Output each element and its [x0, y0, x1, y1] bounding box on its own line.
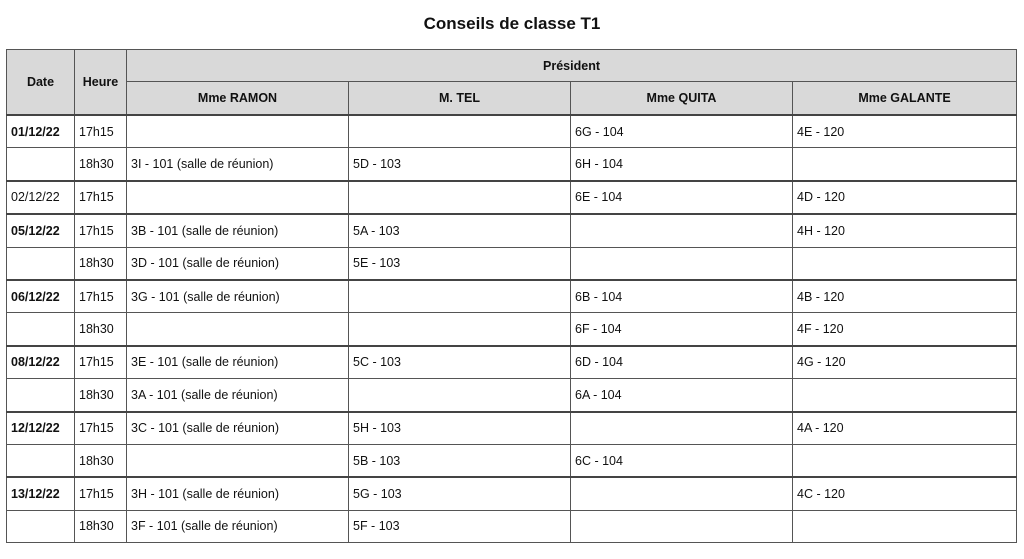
schedule-table	[6, 49, 1017, 543]
class-cell: 5B - 103	[349, 444, 571, 477]
time-cell: 17h15	[75, 477, 127, 510]
date-cell: 12/12/22	[7, 412, 75, 445]
table-row	[7, 510, 1017, 542]
class-cell: 4A - 120	[793, 412, 1017, 445]
class-cell: 5C - 103	[349, 346, 571, 379]
class-cell: 3B - 101 (salle de réunion)	[127, 214, 349, 247]
class-cell: 4D - 120	[793, 181, 1017, 214]
class-cell	[571, 477, 793, 510]
class-cell: 5H - 103	[349, 412, 571, 445]
column-header-president-3: Mme QUITA	[571, 82, 793, 116]
class-cell: 6A - 104	[571, 379, 793, 412]
class-cell: 3E - 101 (salle de réunion)	[127, 346, 349, 379]
date-cell: 01/12/22	[7, 115, 75, 148]
table-row	[7, 214, 1017, 247]
class-cell	[793, 247, 1017, 280]
class-cell	[127, 115, 349, 148]
class-cell: 4C - 120	[793, 477, 1017, 510]
table-row	[7, 444, 1017, 477]
table-row	[7, 313, 1017, 346]
class-cell: 3G - 101 (salle de réunion)	[127, 280, 349, 313]
time-cell: 17h15	[75, 214, 127, 247]
class-cell: 6F - 104	[571, 313, 793, 346]
date-cell: 05/12/22	[7, 214, 75, 247]
class-cell: 3H - 101 (salle de réunion)	[127, 477, 349, 510]
class-cell: 6D - 104	[571, 346, 793, 379]
table-row	[7, 181, 1017, 214]
class-cell	[571, 247, 793, 280]
column-header-president-1: Mme RAMON	[127, 82, 349, 116]
column-header-president: Président	[127, 50, 1017, 82]
class-cell	[127, 181, 349, 214]
class-cell: 5G - 103	[349, 477, 571, 510]
column-header-president-4: Mme GALANTE	[793, 82, 1017, 116]
class-cell: 4F - 120	[793, 313, 1017, 346]
date-cell	[7, 379, 75, 412]
table-row	[7, 280, 1017, 313]
class-cell	[127, 313, 349, 346]
table-row	[7, 477, 1017, 510]
date-cell: 08/12/22	[7, 346, 75, 379]
date-cell: 02/12/22	[7, 181, 75, 214]
class-cell: 6E - 104	[571, 181, 793, 214]
date-cell	[7, 247, 75, 280]
class-cell: 3D - 101 (salle de réunion)	[127, 247, 349, 280]
class-cell: 5E - 103	[349, 247, 571, 280]
header-row-top	[7, 50, 1017, 82]
date-cell: 13/12/22	[7, 477, 75, 510]
class-cell	[349, 313, 571, 346]
time-cell: 18h30	[75, 148, 127, 181]
date-cell: 06/12/22	[7, 280, 75, 313]
class-cell	[793, 379, 1017, 412]
time-cell: 17h15	[75, 280, 127, 313]
class-cell	[571, 412, 793, 445]
table-row	[7, 148, 1017, 181]
class-cell: 3F - 101 (salle de réunion)	[127, 510, 349, 542]
time-cell: 17h15	[75, 115, 127, 148]
time-cell: 18h30	[75, 379, 127, 412]
class-cell: 4E - 120	[793, 115, 1017, 148]
date-cell	[7, 444, 75, 477]
class-cell	[349, 181, 571, 214]
class-cell	[793, 510, 1017, 542]
class-cell	[127, 444, 349, 477]
class-cell	[571, 510, 793, 542]
time-cell: 17h15	[75, 181, 127, 214]
time-cell: 18h30	[75, 510, 127, 542]
class-cell: 6C - 104	[571, 444, 793, 477]
class-cell	[349, 115, 571, 148]
class-cell: 5D - 103	[349, 148, 571, 181]
table-body	[7, 115, 1017, 543]
time-cell: 18h30	[75, 444, 127, 477]
column-header-president-2: M. TEL	[349, 82, 571, 116]
class-cell: 3A - 101 (salle de réunion)	[127, 379, 349, 412]
time-cell: 18h30	[75, 247, 127, 280]
column-header-date: Date	[7, 50, 75, 116]
date-cell	[7, 148, 75, 181]
page-title: Conseils de classe T1	[423, 14, 601, 33]
table-row	[7, 379, 1017, 412]
class-cell: 5F - 103	[349, 510, 571, 542]
time-cell: 17h15	[75, 346, 127, 379]
time-cell: 17h15	[75, 412, 127, 445]
date-cell	[7, 510, 75, 542]
class-cell: 3I - 101 (salle de réunion)	[127, 148, 349, 181]
class-cell	[349, 280, 571, 313]
class-cell: 4G - 120	[793, 346, 1017, 379]
column-header-heure: Heure	[75, 50, 127, 116]
table-row	[7, 412, 1017, 445]
table-row	[7, 346, 1017, 379]
date-cell	[7, 313, 75, 346]
header-row-presidents	[7, 82, 1017, 116]
class-cell	[349, 379, 571, 412]
time-cell: 18h30	[75, 313, 127, 346]
class-cell	[793, 148, 1017, 181]
class-cell: 3C - 101 (salle de réunion)	[127, 412, 349, 445]
class-cell	[571, 214, 793, 247]
class-cell	[793, 444, 1017, 477]
class-cell: 4B - 120	[793, 280, 1017, 313]
table-row	[7, 115, 1017, 148]
class-cell: 4H - 120	[793, 214, 1017, 247]
class-cell: 6H - 104	[571, 148, 793, 181]
table-row	[7, 247, 1017, 280]
class-cell: 6G - 104	[571, 115, 793, 148]
class-cell: 6B - 104	[571, 280, 793, 313]
class-cell: 5A - 103	[349, 214, 571, 247]
